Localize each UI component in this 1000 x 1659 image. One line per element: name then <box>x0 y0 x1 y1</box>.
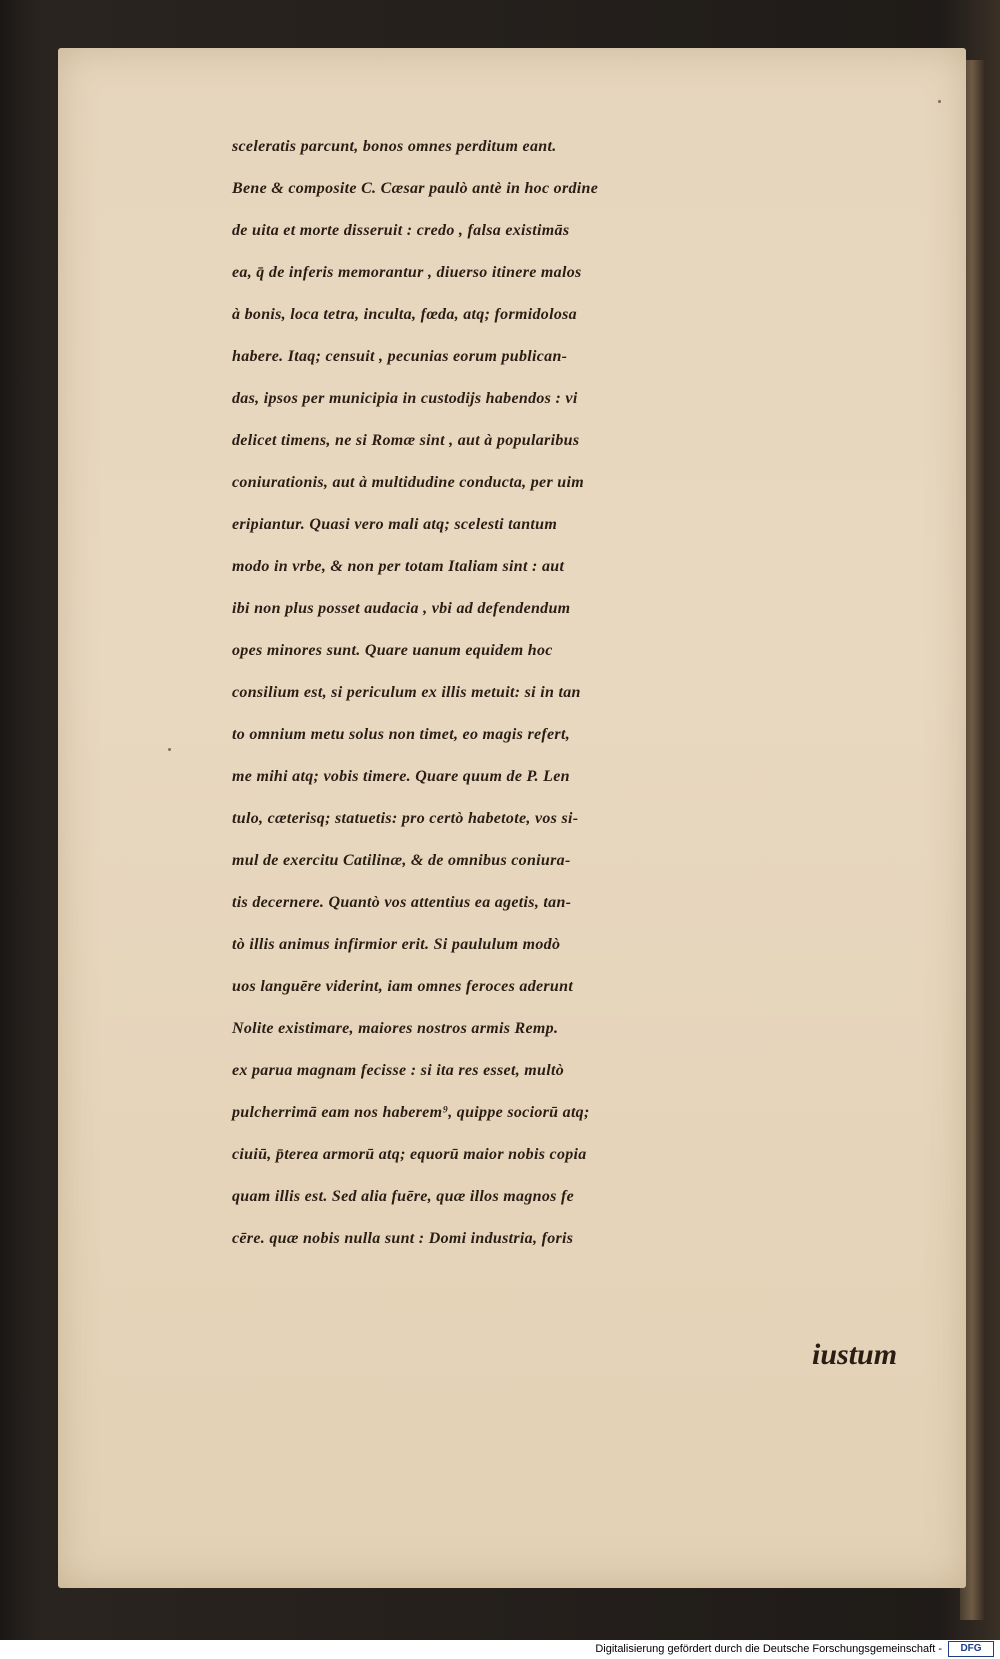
text-line: opes minores sunt. Quare uanum equidem hoc <box>232 642 553 659</box>
text-line: delicet timens, ne si Romæ sint , aut à popularibus <box>232 432 580 449</box>
paper-speck <box>168 748 171 751</box>
text-line: quam illis est. Sed alia fuēre, quæ illos magnos fe <box>232 1188 574 1205</box>
paper-speck <box>938 100 941 103</box>
text-line: Bene & composite C. Cæsar paulò antè in hoc ordine <box>232 180 599 197</box>
text-line: tulo, cæterisq; statuetis: pro certò habetote, vos si- <box>232 810 579 827</box>
text-line: Nolite existimare, maiores nostros armis Remp. <box>232 1020 559 1037</box>
text-line: de uita et morte disseruit : credo , falsa existimās <box>232 222 570 239</box>
text-line: cēre. quæ nobis nulla sunt : Domi industria, foris <box>232 1230 574 1247</box>
text-line: ex parua magnam fecisse : si ita res esset, multò <box>232 1062 565 1079</box>
text-line: coniurationis, aut à multidudine conducta, per uim <box>232 474 584 491</box>
text-line: consilium est, si periculum ex illis metuit: si in tan <box>232 684 581 701</box>
text-line: sceleratis parcunt, bonos omnes perditum eant. <box>232 138 557 155</box>
text-line: mul de exercitu Catilinæ, & de omnibus coniura- <box>232 852 571 869</box>
catchword: iustum <box>812 1338 898 1371</box>
page-text <box>232 126 962 1260</box>
text-line: tis decernere. Quantò vos attentius ea agetis, tan- <box>232 894 572 911</box>
text-line: me mihi atq; vobis timere. Quare quum de P. Len <box>232 768 570 785</box>
text-line: ciuiū, p̄terea armorū atq; equorū maior nobis copia <box>232 1146 587 1163</box>
footer-credit: Digitalisierung gefördert durch die Deutsche Forschungsgemeinschaft - <box>595 1643 942 1655</box>
text-line: pulcherrimā eam nos haberem⁹, quippe sociorū atq; <box>232 1104 590 1121</box>
text-line: ea, q̄ de inferis memorantur , diuerso itinere malos <box>232 264 582 281</box>
text-line: à bonis, loca tetra, inculta, fœda, atq; formidolosa <box>232 306 577 323</box>
dfg-logo: DFG <box>948 1641 994 1657</box>
text-line: das, ipsos per municipia in custodijs habendos : vi <box>232 390 578 407</box>
text-line: tò illis animus infirmior erit. Si paululum modò <box>232 936 561 953</box>
text-line: to omnium metu solus non timet, eo magis refert, <box>232 726 570 743</box>
text-line: ibi non plus posset audacia , vbi ad defendendum <box>232 600 571 617</box>
text-line: modo in vrbe, & non per totam Italiam sint : aut <box>232 558 565 575</box>
text-line: eripiantur. Quasi vero mali atq; scelesti tantum <box>232 516 558 533</box>
text-line: habere. Itaq; censuit , pecunias eorum publican- <box>232 348 568 365</box>
text-line: uos languēre viderint, iam omnes feroces aderunt <box>232 978 574 995</box>
